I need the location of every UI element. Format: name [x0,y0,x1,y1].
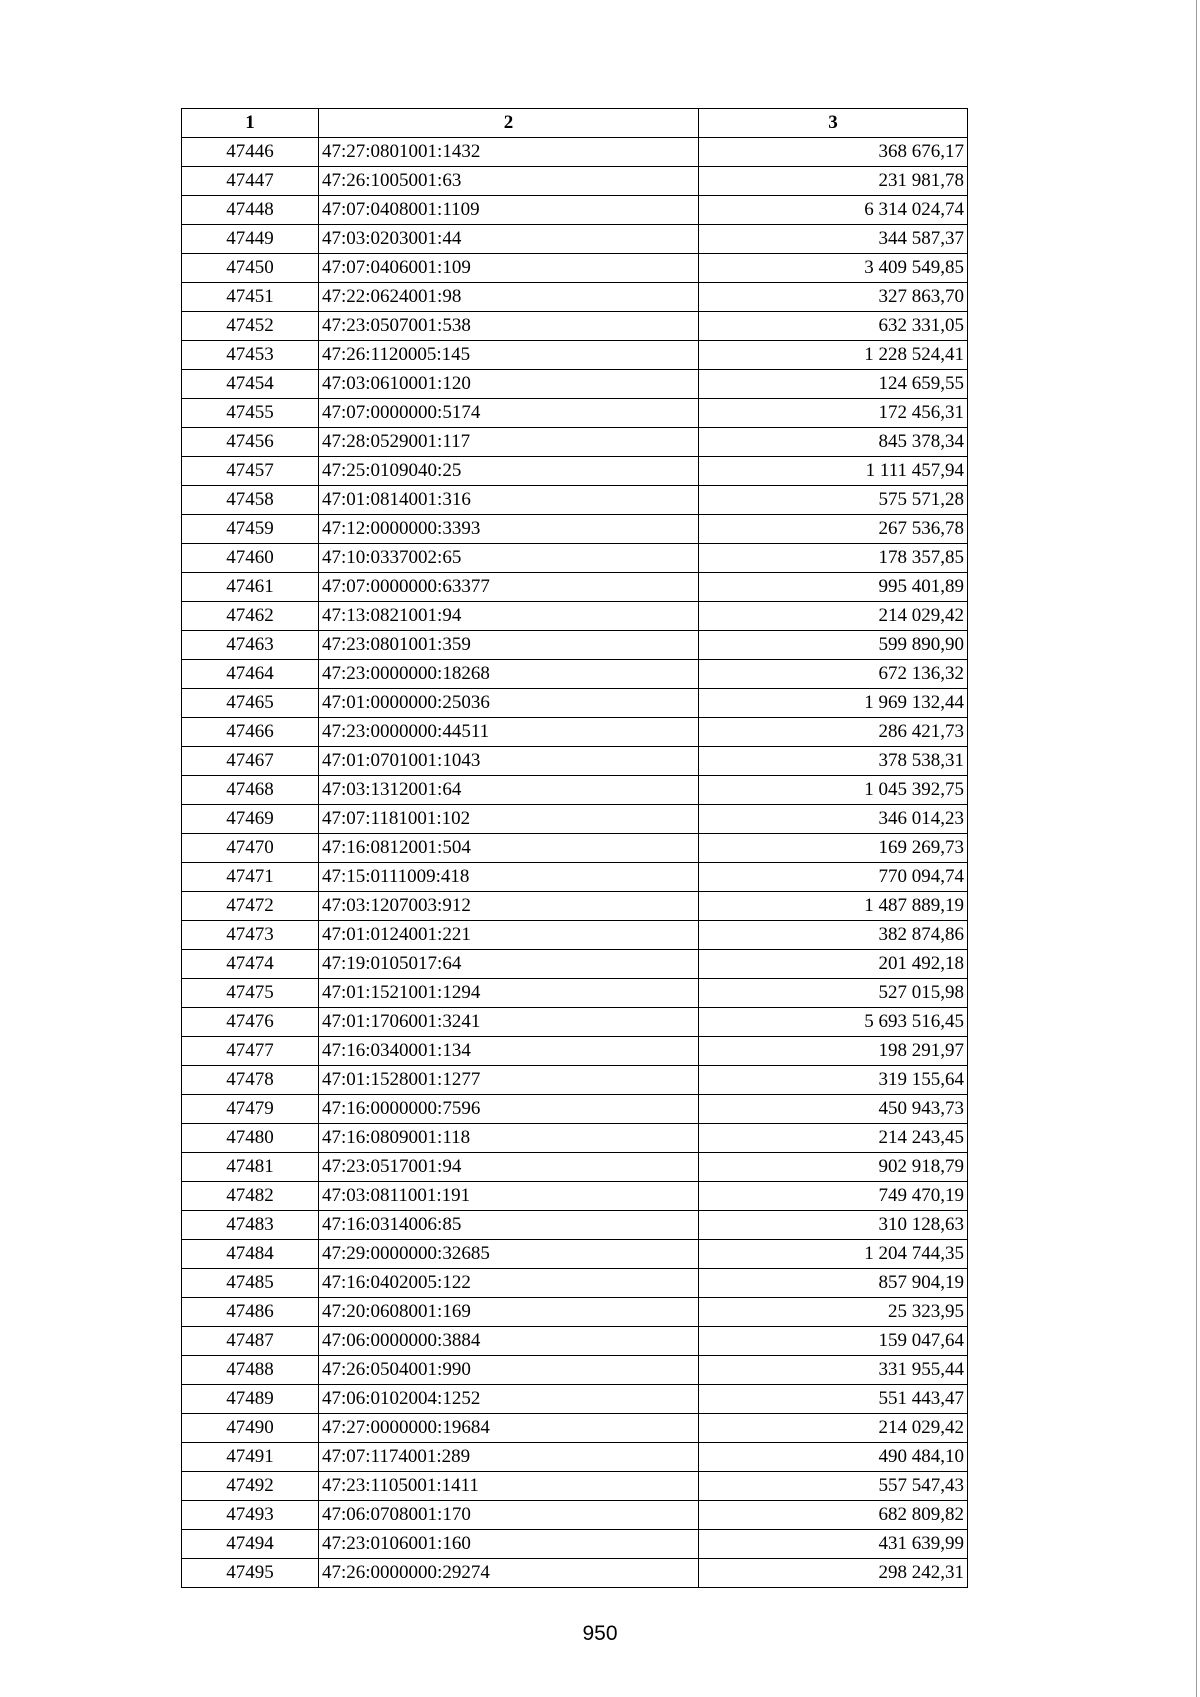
table-row [182,950,968,979]
table-row [182,1269,968,1298]
row-number-cell: 47455 [182,399,319,428]
header-col-3: 3 [699,109,968,138]
value-cell: 214 243,45 [699,1124,968,1153]
value-cell: 198 291,97 [699,1037,968,1066]
cadastral-number-cell: 47:16:0340001:134 [319,1037,699,1066]
value-cell: 672 136,32 [699,660,968,689]
cadastral-number-cell: 47:12:0000000:3393 [319,515,699,544]
table-row [182,573,968,602]
row-number-cell: 47469 [182,805,319,834]
value-cell: 310 128,63 [699,1211,968,1240]
cadastral-number-cell: 47:03:1207003:912 [319,892,699,921]
table-row [182,1501,968,1530]
row-number-cell: 47483 [182,1211,319,1240]
value-cell: 368 676,17 [699,138,968,167]
cadastral-number-cell: 47:16:0000000:7596 [319,1095,699,1124]
table-row [182,863,968,892]
table-row [182,399,968,428]
cadastral-number-cell: 47:01:1528001:1277 [319,1066,699,1095]
row-number-cell: 47452 [182,312,319,341]
row-number-cell: 47473 [182,921,319,950]
row-number-cell: 47490 [182,1414,319,1443]
row-number-cell: 47472 [182,892,319,921]
table-row [182,979,968,1008]
value-cell: 3 409 549,85 [699,254,968,283]
table-row [182,1356,968,1385]
row-number-cell: 47446 [182,138,319,167]
value-cell: 902 918,79 [699,1153,968,1182]
cadastral-number-cell: 47:23:0801001:359 [319,631,699,660]
value-cell: 172 456,31 [699,399,968,428]
value-cell: 319 155,64 [699,1066,968,1095]
row-number-cell: 47461 [182,573,319,602]
table-row [182,196,968,225]
table-row [182,225,968,254]
value-cell: 378 538,31 [699,747,968,776]
row-number-cell: 47460 [182,544,319,573]
row-number-cell: 47477 [182,1037,319,1066]
table-row [182,341,968,370]
cadastral-number-cell: 47:27:0000000:19684 [319,1414,699,1443]
cadastral-number-cell: 47:16:0402005:122 [319,1269,699,1298]
row-number-cell: 47454 [182,370,319,399]
table-row [182,834,968,863]
value-cell: 632 331,05 [699,312,968,341]
value-cell: 557 547,43 [699,1472,968,1501]
cadastral-number-cell: 47:19:0105017:64 [319,950,699,979]
cadastral-number-cell: 47:22:0624001:98 [319,283,699,312]
cadastral-number-cell: 47:23:0000000:18268 [319,660,699,689]
value-cell: 450 943,73 [699,1095,968,1124]
row-number-cell: 47486 [182,1298,319,1327]
cadastral-number-cell: 47:23:1105001:1411 [319,1472,699,1501]
row-number-cell: 47449 [182,225,319,254]
value-cell: 995 401,89 [699,573,968,602]
row-number-cell: 47493 [182,1501,319,1530]
cadastral-number-cell: 47:15:0111009:418 [319,863,699,892]
cadastral-number-cell: 47:20:0608001:169 [319,1298,699,1327]
cadastral-number-cell: 47:26:1005001:63 [319,167,699,196]
value-cell: 286 421,73 [699,718,968,747]
value-cell: 682 809,82 [699,1501,968,1530]
value-cell: 575 571,28 [699,486,968,515]
row-number-cell: 47450 [182,254,319,283]
row-number-cell: 47482 [182,1182,319,1211]
row-number-cell: 47487 [182,1327,319,1356]
cadastral-number-cell: 47:03:0203001:44 [319,225,699,254]
value-cell: 214 029,42 [699,602,968,631]
table-row [182,1066,968,1095]
cadastral-number-cell: 47:06:0102004:1252 [319,1385,699,1414]
value-cell: 1 487 889,19 [699,892,968,921]
row-number-cell: 47451 [182,283,319,312]
table-row [182,776,968,805]
table-row [182,718,968,747]
row-number-cell: 47479 [182,1095,319,1124]
row-number-cell: 47464 [182,660,319,689]
table-header [182,109,968,138]
table-row [182,1298,968,1327]
cadastral-number-cell: 47:23:0000000:44511 [319,718,699,747]
cadastral-number-cell: 47:23:0517001:94 [319,1153,699,1182]
table-row [182,747,968,776]
table-row [182,1008,968,1037]
cadastral-number-cell: 47:16:0314006:85 [319,1211,699,1240]
value-cell: 169 269,73 [699,834,968,863]
row-number-cell: 47471 [182,863,319,892]
cadastral-number-cell: 47:01:0701001:1043 [319,747,699,776]
row-number-cell: 47474 [182,950,319,979]
table-row [182,1182,968,1211]
cadastral-number-cell: 47:25:0109040:25 [319,457,699,486]
value-cell: 599 890,90 [699,631,968,660]
cadastral-number-cell: 47:07:0408001:1109 [319,196,699,225]
row-number-cell: 47494 [182,1530,319,1559]
row-number-cell: 47492 [182,1472,319,1501]
table-row [182,544,968,573]
value-cell: 267 536,78 [699,515,968,544]
row-number-cell: 47476 [182,1008,319,1037]
table-row [182,1530,968,1559]
row-number-cell: 47475 [182,979,319,1008]
row-number-cell: 47463 [182,631,319,660]
page-edge-line [1196,0,1197,1697]
value-cell: 527 015,98 [699,979,968,1008]
cadastral-number-cell: 47:03:0610001:120 [319,370,699,399]
table-row [182,1095,968,1124]
header-col-1: 1 [182,109,319,138]
value-cell: 1 045 392,75 [699,776,968,805]
value-cell: 124 659,55 [699,370,968,399]
value-cell: 857 904,19 [699,1269,968,1298]
value-cell: 159 047,64 [699,1327,968,1356]
header-row [182,109,968,138]
cadastral-number-cell: 47:13:0821001:94 [319,602,699,631]
table-row [182,1327,968,1356]
cadastral-number-cell: 47:26:0000000:29274 [319,1559,699,1588]
table-row [182,1559,968,1588]
cadastral-number-cell: 47:01:0000000:25036 [319,689,699,718]
value-cell: 1 204 744,35 [699,1240,968,1269]
cadastral-number-cell: 47:27:0801001:1432 [319,138,699,167]
value-cell: 231 981,78 [699,167,968,196]
row-number-cell: 47465 [182,689,319,718]
table-row [182,312,968,341]
cadastral-number-cell: 47:01:0124001:221 [319,921,699,950]
value-cell: 490 484,10 [699,1443,968,1472]
value-cell: 845 378,34 [699,428,968,457]
value-cell: 6 314 024,74 [699,196,968,225]
row-number-cell: 47480 [182,1124,319,1153]
table-row [182,660,968,689]
value-cell: 1 228 524,41 [699,341,968,370]
value-cell: 25 323,95 [699,1298,968,1327]
cadastral-number-cell: 47:23:0106001:160 [319,1530,699,1559]
table-row [182,1037,968,1066]
row-number-cell: 47448 [182,196,319,225]
table-row [182,805,968,834]
table-row [182,921,968,950]
row-number-cell: 47485 [182,1269,319,1298]
table-row [182,167,968,196]
table-row [182,1414,968,1443]
table-row [182,1472,968,1501]
row-number-cell: 47459 [182,515,319,544]
value-cell: 749 470,19 [699,1182,968,1211]
cadastral-number-cell: 47:26:1120005:145 [319,341,699,370]
row-number-cell: 47462 [182,602,319,631]
cadastral-number-cell: 47:07:0000000:5174 [319,399,699,428]
data-table [181,108,968,1588]
row-number-cell: 47458 [182,486,319,515]
table-row [182,254,968,283]
table-row [182,370,968,399]
row-number-cell: 47495 [182,1559,319,1588]
cadastral-number-cell: 47:07:0406001:109 [319,254,699,283]
table-row [182,1240,968,1269]
cadastral-number-cell: 47:10:0337002:65 [319,544,699,573]
value-cell: 5 693 516,45 [699,1008,968,1037]
row-number-cell: 47453 [182,341,319,370]
value-cell: 346 014,23 [699,805,968,834]
row-number-cell: 47456 [182,428,319,457]
row-number-cell: 47491 [182,1443,319,1472]
row-number-cell: 47468 [182,776,319,805]
table-row [182,428,968,457]
cadastral-number-cell: 47:01:1521001:1294 [319,979,699,1008]
cadastral-number-cell: 47:29:0000000:32685 [319,1240,699,1269]
table-row [182,1124,968,1153]
cadastral-number-cell: 47:26:0504001:990 [319,1356,699,1385]
row-number-cell: 47488 [182,1356,319,1385]
table-body [182,138,968,1588]
table-row [182,1211,968,1240]
header-col-2: 2 [319,109,699,138]
table-row [182,602,968,631]
value-cell: 331 955,44 [699,1356,968,1385]
cadastral-number-cell: 47:07:1181001:102 [319,805,699,834]
table-row [182,1385,968,1414]
row-number-cell: 47489 [182,1385,319,1414]
row-number-cell: 47457 [182,457,319,486]
value-cell: 327 863,70 [699,283,968,312]
cadastral-number-cell: 47:07:1174001:289 [319,1443,699,1472]
cadastral-number-cell: 47:03:0811001:191 [319,1182,699,1211]
value-cell: 201 492,18 [699,950,968,979]
table-row [182,486,968,515]
table-row [182,457,968,486]
cadastral-number-cell: 47:07:0000000:63377 [319,573,699,602]
table-row [182,283,968,312]
cadastral-number-cell: 47:06:0000000:3884 [319,1327,699,1356]
row-number-cell: 47470 [182,834,319,863]
cadastral-number-cell: 47:28:0529001:117 [319,428,699,457]
value-cell: 382 874,86 [699,921,968,950]
cadastral-number-cell: 47:23:0507001:538 [319,312,699,341]
value-cell: 1 111 457,94 [699,457,968,486]
table-row [182,1153,968,1182]
value-cell: 551 443,47 [699,1385,968,1414]
cadastral-number-cell: 47:01:1706001:3241 [319,1008,699,1037]
value-cell: 178 357,85 [699,544,968,573]
table-row [182,138,968,167]
table-row [182,1443,968,1472]
value-cell: 344 587,37 [699,225,968,254]
value-cell: 298 242,31 [699,1559,968,1588]
cadastral-number-cell: 47:16:0812001:504 [319,834,699,863]
cadastral-number-cell: 47:16:0809001:118 [319,1124,699,1153]
table-row [182,631,968,660]
cadastral-number-cell: 47:01:0814001:316 [319,486,699,515]
row-number-cell: 47481 [182,1153,319,1182]
cadastral-number-cell: 47:06:0708001:170 [319,1501,699,1530]
row-number-cell: 47447 [182,167,319,196]
row-number-cell: 47466 [182,718,319,747]
row-number-cell: 47467 [182,747,319,776]
value-cell: 214 029,42 [699,1414,968,1443]
value-cell: 431 639,99 [699,1530,968,1559]
value-cell: 770 094,74 [699,863,968,892]
row-number-cell: 47478 [182,1066,319,1095]
row-number-cell: 47484 [182,1240,319,1269]
cadastral-number-cell: 47:03:1312001:64 [319,776,699,805]
table-row [182,892,968,921]
table-row [182,515,968,544]
table-row [182,689,968,718]
value-cell: 1 969 132,44 [699,689,968,718]
page-number: 950 [582,1622,618,1645]
